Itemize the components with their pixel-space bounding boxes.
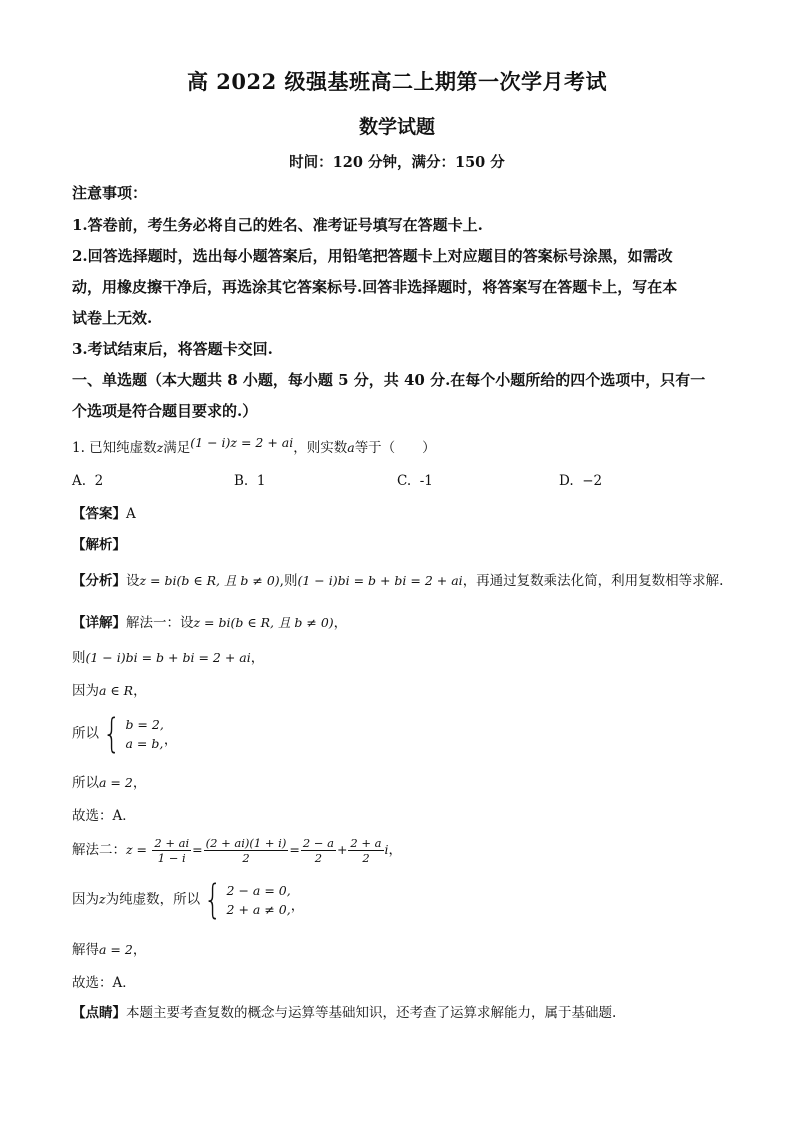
exam-title: 高 2022 级强基班高二上期第一次学月考试 bbox=[186, 69, 608, 94]
notice-heading: 注意事项： bbox=[72, 184, 148, 202]
q1-condition: (1 − i)z = 2 + ai bbox=[190, 435, 294, 450]
notice-item-2-line-1: 2.回答选择题时，选出每小题答案后，用铅笔把答题卡上对应题目的答案标号涂黑，如需改 bbox=[72, 247, 673, 265]
option-a: A. 2 bbox=[72, 473, 104, 489]
option-d: D. −2 bbox=[559, 473, 603, 489]
comment-tag: 【点睛】 bbox=[72, 1005, 126, 1021]
section-heading-line-2: 个选项是符合题目要求的.） bbox=[72, 402, 258, 420]
detail-choose-1: 故选：A． bbox=[72, 808, 136, 824]
answer-line bbox=[72, 504, 136, 524]
q1-var-z: z bbox=[156, 440, 164, 455]
detail-tag: 【详解】 bbox=[72, 615, 126, 631]
q1-end: 等于（ ） bbox=[354, 440, 436, 456]
answer-tag: 【答案】 bbox=[72, 506, 126, 522]
fraction-1: $\frac{2 + ai}{1 - i}$ bbox=[154, 836, 190, 865]
notice-item-1: 1.答卷前，考生务必将自己的姓名、准考证号填写在答题卡上. bbox=[72, 216, 483, 234]
fenxi-math-1: z = bi(b ∈ R, 且 b ≠ 0) bbox=[139, 573, 280, 588]
fraction-2: $\frac{(2 + ai)(1 + i)}{2}$ bbox=[205, 836, 287, 865]
q1-var-a: a bbox=[347, 440, 355, 455]
time-info: 时间：120 分钟，满分：150 分 bbox=[289, 154, 505, 171]
left-brace-icon: { bbox=[203, 877, 222, 923]
question-1-stem bbox=[72, 435, 436, 458]
q1-after: ，则实数 bbox=[293, 440, 348, 456]
comment-text: 本题主要考查复数的概念与运算等基础知识，还考查了运算求解能力，属于基础题. bbox=[126, 1005, 617, 1021]
detail-solve-line: 解得a = 2， bbox=[72, 942, 147, 958]
detail-method-1-line: 【详解】解法一：设z = bi(b ∈ R, 且 b ≠ 0)， bbox=[72, 615, 348, 631]
q1-prefix: 1. 已知纯虚数 bbox=[72, 440, 157, 456]
fraction-3: $\frac{2 - a}{2}$ bbox=[302, 836, 334, 865]
detail-choose-2: 故选：A． bbox=[72, 975, 136, 991]
detail-system-1: 所以 { b = 2, a = b, ， bbox=[72, 711, 178, 757]
detail-method-2-line: 解法二：z = $\frac{2 + ai}{1 - i}$ = $\frac{(2 + ai)(1 + i)}{2}$ = $\frac{2 - a}{2}$ + $\frac{2 + a}{2}$ i， bbox=[72, 836, 403, 865]
notice-item-2-line-3: 试卷上无效. bbox=[72, 309, 153, 327]
detail-then-line: 则(1 − i)bi = b + bi = 2 + ai， bbox=[72, 650, 265, 666]
notice-item-3: 3.考试结束后，将答题卡交回. bbox=[72, 340, 273, 358]
notice-item-2-line-2: 动，用橡皮擦干净后，再选涂其它答案标号.回答非选择题时，将答案写在答题卡上，写在本 bbox=[72, 278, 678, 296]
comment-line bbox=[72, 1003, 616, 1023]
fenxi-tag: 【分析】 bbox=[72, 573, 126, 589]
answer-value: A bbox=[126, 506, 136, 522]
analysis-fenxi-line: 【分析】设z = bi(b ∈ R, 且 b ≠ 0),则(1 − i)bi = b + bi = 2 + ai，再通过复数乘法化简，利用复数相等求解. bbox=[72, 573, 724, 589]
section-heading-line-1: 一、单选题（本大题共 8 小题，每小题 5 分，共 40 分.在每个小题所给的四个选项中，只有一 bbox=[72, 371, 706, 389]
q1-mid: 满足 bbox=[163, 440, 191, 456]
option-c: C. -1 bbox=[397, 473, 433, 489]
subject-title: 数学试题 bbox=[358, 116, 435, 138]
fraction-4: $\frac{2 + a}{2}$ bbox=[350, 836, 382, 865]
analysis-tag: 【解析】 bbox=[72, 537, 126, 553]
left-brace-icon: { bbox=[102, 711, 121, 757]
fenxi-math-2: (1 − i)bi = b + bi = 2 + ai bbox=[297, 573, 463, 588]
detail-result-line: 所以a = 2， bbox=[72, 775, 147, 791]
detail-because-line: 因为a ∈ R， bbox=[72, 683, 147, 699]
detail-system-2: 因为z为纯虚数，所以 { 2 − a = 0, 2 + a ≠ 0, ， bbox=[72, 877, 305, 923]
option-b: B. 1 bbox=[234, 473, 266, 489]
